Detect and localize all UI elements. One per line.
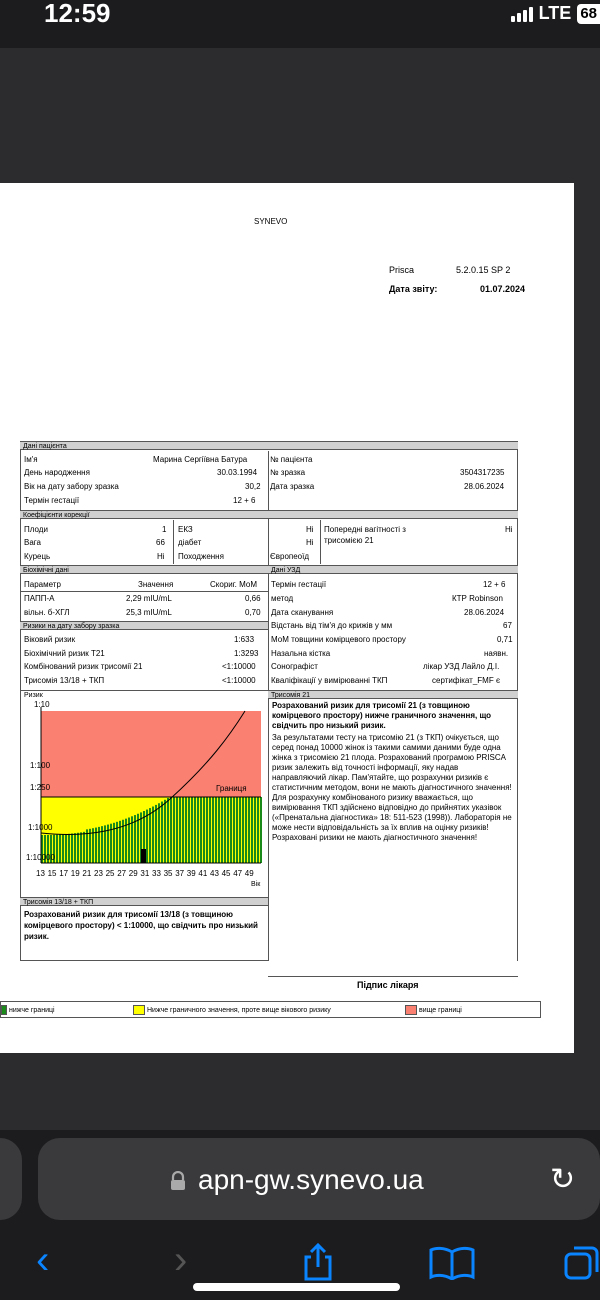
x-tick-label: 49: [244, 869, 254, 878]
green-bar: [86, 829, 88, 863]
green-bar: [239, 797, 241, 863]
green-bar: [185, 797, 187, 863]
t21-header: Трисомія 21: [268, 690, 518, 699]
green-bar: [218, 797, 220, 863]
patient-no-label: № пацієнта: [270, 455, 313, 464]
green-bar: [77, 833, 79, 863]
network-type: LTE: [538, 3, 572, 23]
sample-date-label: Дата зразка: [270, 482, 315, 491]
forward-button[interactable]: ›: [174, 1238, 188, 1282]
us-value-7: лікар УЗД Лайло Д.І.: [423, 662, 500, 671]
t1318-conclusion: Розрахований ризик для трисомії 13/18 (з товщиною комірцевого простору) < 1:10000, що свідчить про низький ризик.: [24, 910, 258, 941]
green-bar: [236, 797, 238, 863]
green-bar: [155, 805, 157, 863]
ivf-label: ЕКЗ: [178, 525, 193, 534]
x-tick-label: 35: [163, 869, 173, 878]
green-bar: [200, 797, 202, 863]
signature-label: Підпис лікаря: [357, 980, 419, 990]
green-bar: [149, 808, 151, 863]
x-tick-label: 37: [175, 869, 185, 878]
biochem-col-value: Значення: [138, 580, 174, 589]
green-bar: [227, 797, 229, 863]
us-label-4: Відстань від тім'я до крижів у мм: [271, 621, 393, 630]
back-button[interactable]: ‹: [36, 1238, 50, 1282]
risk-value-4: <1:10000: [222, 676, 256, 685]
us-label-2: метод: [271, 594, 294, 603]
t1318-header: Трисомія 13/18 + ТКП: [20, 897, 268, 906]
t21-explanation: За результатами тесту на трисомію 21 (з ТКП) очікується, що серед понад 10000 жінок із такими самими даними буде одна жінка з трисомією 21 плода. Розрахований програмою PRISCA ризик залежить від точності інформації, яку надав направляючий лікар. Пам'ятайте, що розрахунки ризиків є статистичним методом, вони не мають діагностичного значення! Для розрахунку комбінованого ризику вважається, що вимірювання ТКП здійснено відповідно до прийнятих указівок («Пренатальна діагностика» 18: 511-523 (1998)). Лабораторія не може нести відповідальність за їх вплив на оцінку ризиків! Розраховані ризики не мають діагностичного значення!: [272, 733, 512, 842]
dob-label: День народження: [24, 468, 90, 477]
green-bar: [248, 797, 250, 863]
risk-value-3: <1:10000: [222, 662, 256, 671]
green-bar: [167, 798, 169, 863]
green-bar: [158, 803, 160, 863]
signal-icon: [511, 6, 533, 22]
age-label: Вік на дату забору зразка: [24, 482, 119, 491]
green-bar: [137, 814, 139, 863]
green-bar: [80, 832, 82, 863]
x-tick-label: 39: [186, 869, 196, 878]
url-text: apn-gw.synevo.ua: [198, 1164, 424, 1195]
x-tick-label: 13: [36, 869, 45, 878]
sample-no: 3504317235: [460, 468, 505, 477]
biochem-param-1: ПАПП-А: [24, 594, 55, 603]
age-value: 30,2: [245, 482, 261, 491]
us-label-7: Сонографіст: [271, 662, 318, 671]
x-axis-label: Вік: [251, 881, 261, 888]
program-version: 5.2.0.15 SP 2: [456, 265, 511, 275]
legend-above-label: вище границі: [419, 1006, 462, 1014]
green-bar: [242, 797, 244, 863]
risk-value-1: 1:633: [234, 635, 255, 644]
gest-value: 12 + 6: [233, 496, 256, 505]
green-bar: [203, 797, 205, 863]
y-tick-3: 1:250: [30, 783, 51, 792]
green-bar: [233, 797, 235, 863]
green-bar: [245, 797, 247, 863]
smoker-label: Курець: [24, 552, 51, 561]
lab-name: SYNEVO: [254, 217, 288, 226]
smoker-value: Ні: [157, 552, 165, 561]
biochem-mom-1: 0,66: [245, 594, 261, 603]
fetuses-label: Плоди: [24, 525, 48, 534]
x-tick-label: 25: [105, 869, 115, 878]
green-bar: [191, 797, 193, 863]
risk-label-3: Комбінований ризик трисомії 21: [24, 662, 143, 671]
green-bar: [197, 797, 199, 863]
sample-no-label: № зразка: [270, 468, 306, 477]
fetuses-value: 1: [162, 525, 167, 534]
ivf-value: Ні: [306, 525, 314, 534]
diabetes-label: діабет: [178, 538, 202, 547]
us-label-5: МоМ товщини комірцевого простору: [271, 635, 406, 644]
browser-chrome: [0, 1130, 600, 1300]
legend-between-label: Нижче граничного значення, проте вище вікового ризику: [147, 1006, 331, 1014]
green-bar: [182, 797, 184, 863]
x-tick-label: 31: [140, 869, 150, 878]
green-bar: [179, 797, 181, 863]
green-bar: [215, 797, 217, 863]
green-bar: [176, 797, 178, 863]
x-tick-label: 17: [59, 869, 69, 878]
previous-tab-edge[interactable]: [0, 1138, 22, 1220]
green-bar: [173, 797, 175, 863]
patient-name: Марина Сергіївна Батура: [153, 455, 248, 464]
report-date: 01.07.2024: [480, 284, 526, 294]
battery-icon: 68: [577, 4, 600, 24]
us-value-3: 28.06.2024: [464, 608, 505, 617]
green-bar: [224, 797, 226, 863]
us-value-5: 0,71: [497, 635, 513, 644]
x-tick-row: [36, 869, 268, 879]
y-tick-1: 1:10: [34, 700, 50, 709]
patient-header: Дані пацієнта: [20, 441, 518, 450]
program-name: Prisca: [389, 265, 415, 275]
report-date-label: Дата звіту:: [389, 284, 438, 294]
biochem-col-mom: Скориг. МоМ: [210, 580, 257, 589]
pdf-viewer[interactable]: [0, 48, 600, 1130]
legend-green-swatch: [1, 1005, 7, 1015]
biochem-value-2: 25,3 mIU/mL: [126, 608, 172, 617]
green-bar: [164, 800, 166, 863]
name-label: Ім'я: [24, 455, 38, 464]
lock-icon: [170, 1171, 186, 1191]
weight-label: Вага: [24, 538, 41, 547]
risk-label-2: Біохімічний ризик Т21: [24, 649, 105, 658]
green-bar: [230, 797, 232, 863]
us-value-1: 12 + 6: [483, 580, 506, 589]
x-tick-label: 15: [47, 869, 57, 878]
biochem-col-param: Параметр: [24, 580, 61, 589]
green-bar: [83, 832, 85, 863]
green-bar: [206, 797, 208, 863]
dob-value: 30.03.1994: [217, 468, 258, 477]
biochem-value-1: 2,29 mIU/mL: [126, 594, 172, 603]
x-tick-label: 27: [117, 869, 127, 878]
cutoff-label: Границя: [216, 784, 247, 793]
x-tick-label: 19: [70, 869, 80, 878]
green-bar: [257, 797, 259, 863]
tabs-icon[interactable]: [562, 1242, 600, 1282]
legend: [0, 1001, 541, 1018]
origin-label: Походження: [178, 552, 224, 561]
us-label-1: Термін гестації: [271, 580, 327, 589]
legend-below-label: нижче границі: [9, 1006, 55, 1014]
green-bar: [59, 835, 61, 863]
us-value-8: сертифікат_FMF є: [432, 676, 501, 685]
green-bar: [254, 797, 256, 863]
legend-below: [1, 1005, 55, 1015]
us-value-6: наявн.: [484, 649, 509, 658]
reload-icon[interactable]: ↻: [550, 1163, 576, 1196]
green-bar: [221, 797, 223, 863]
us-label-6: Назальна кістка: [271, 649, 331, 658]
green-bar: [170, 797, 172, 863]
prev-label-1: Попередні вагітності з: [324, 525, 406, 534]
green-bar: [89, 829, 91, 863]
share-icon[interactable]: [298, 1242, 338, 1282]
us-value-4: 67: [503, 621, 512, 630]
biochem-header: Біохімічні дані: [20, 565, 268, 574]
legend-between: [133, 1005, 331, 1015]
home-indicator: [193, 1283, 400, 1291]
green-bar: [56, 835, 58, 863]
us-label-3: Дата сканування: [271, 608, 334, 617]
green-bar: [68, 834, 70, 863]
origin-value: Європеоїд: [270, 552, 310, 561]
x-tick-label: 47: [233, 869, 243, 878]
report-page: [0, 183, 574, 1053]
x-tick-label: 45: [221, 869, 231, 878]
biochem-param-2: вільн. б-ХГЛ: [24, 608, 70, 617]
green-bar: [74, 833, 76, 863]
green-bar: [161, 802, 163, 863]
legend-above: [405, 1005, 462, 1015]
ultrasound-header: Дані УЗД: [268, 565, 518, 574]
green-bar: [146, 810, 148, 863]
y-tick-4: 1:1000: [28, 823, 53, 832]
patient-marker: [141, 849, 146, 863]
y-tick-5: 1:10000: [26, 853, 55, 862]
green-bar: [188, 797, 190, 863]
status-time: 12:59: [44, 0, 111, 28]
address-bar[interactable]: [38, 1138, 600, 1220]
green-bar: [152, 807, 154, 863]
correction-header: Коефіцієнти корекції: [20, 510, 518, 519]
green-bar: [62, 834, 64, 863]
prev-label-2: трисомією 21: [324, 536, 374, 545]
green-bar: [71, 834, 73, 863]
gest-label: Термін гестації: [24, 496, 80, 505]
green-bar: [194, 797, 196, 863]
legend-yellow-swatch: [133, 1005, 145, 1015]
x-tick-label: 29: [128, 869, 138, 878]
sample-date: 28.06.2024: [464, 482, 505, 491]
bookmarks-icon[interactable]: [428, 1246, 476, 1280]
risk-label-4: Трисомія 13/18 + ТКП: [24, 676, 105, 685]
risk-value-2: 1:3293: [234, 649, 259, 658]
x-tick-label: 33: [152, 869, 161, 878]
green-bar: [92, 828, 94, 863]
weight-value: 66: [156, 538, 165, 547]
diabetes-value: Ні: [306, 538, 314, 547]
biochem-mom-2: 0,70: [245, 608, 261, 617]
t21-conclusion: Розрахований ризик для трисомії 21 (з товщиною комірцевого простору) нижче граничного значення, що свідчить про низький ризик.: [272, 701, 491, 730]
prev-value: Ні: [505, 525, 513, 534]
chart-y-title: Ризик: [24, 692, 43, 699]
legend-red-swatch: [405, 1005, 417, 1015]
y-tick-2: 1:100: [30, 761, 51, 770]
us-value-2: КТР Robinson: [452, 594, 503, 603]
green-bar: [209, 797, 211, 863]
x-tick-label: 21: [82, 869, 92, 878]
green-bar: [212, 797, 214, 863]
x-tick-label: 23: [94, 869, 103, 878]
us-label-8: Кваліфікації у вимірюванні ТКП: [271, 676, 388, 685]
green-bar: [65, 834, 67, 863]
x-tick-label: 41: [198, 869, 208, 878]
x-tick-label: 43: [210, 869, 219, 878]
green-bar: [251, 797, 253, 863]
green-bar: [260, 797, 262, 863]
risk-label-1: Віковий ризик: [24, 635, 76, 644]
status-bar: [0, 0, 600, 48]
risks-header: Ризики на дату забору зразка: [20, 621, 268, 630]
